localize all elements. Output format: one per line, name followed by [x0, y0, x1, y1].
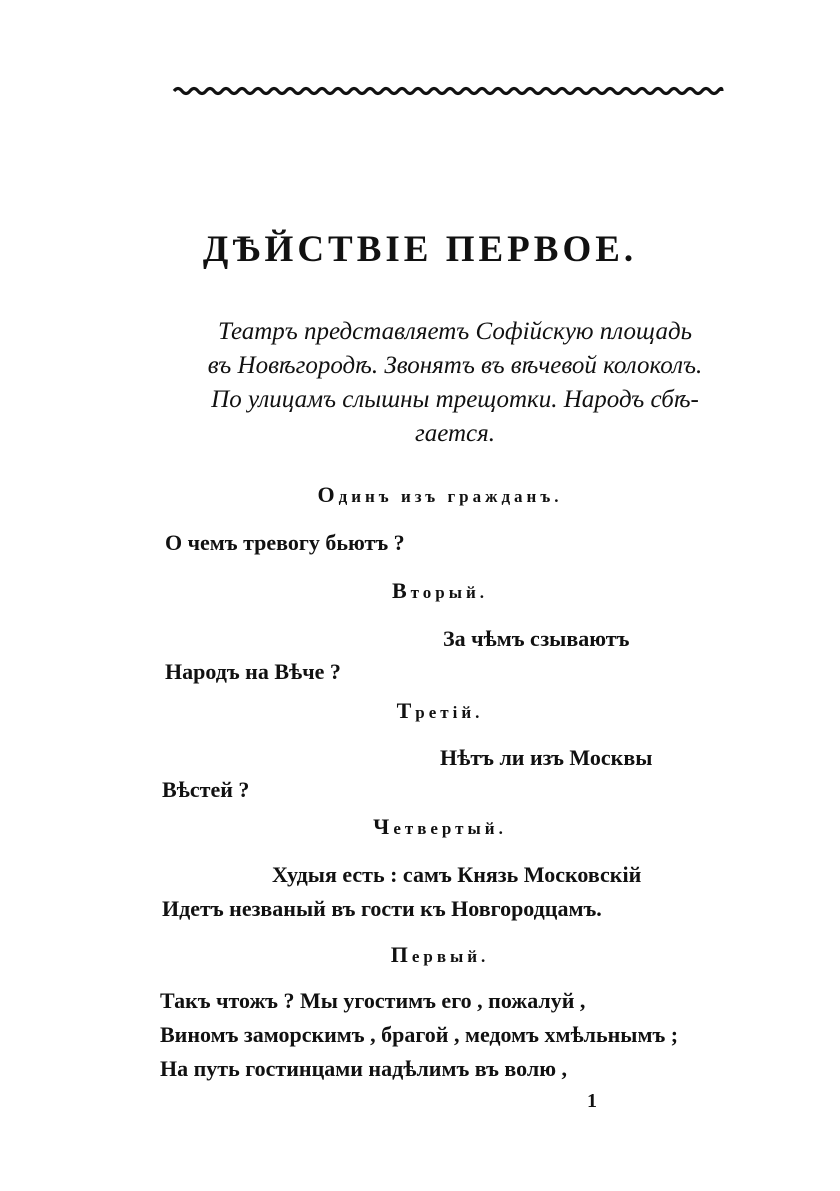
speaker-heading [0, 942, 840, 968]
stage-direction-line: въ Новѣгородѣ. Звонятъ въ вѣчевой колоколъ. [207, 352, 703, 379]
verse-line: О чемъ тревогу бьютъ ? [165, 530, 405, 555]
verse-line: Народъ на Вѣче ? [165, 659, 341, 684]
speaker-initial: В [391, 578, 411, 603]
verse-line: Идетъ незваный въ гости къ Новгородцамъ. [162, 896, 602, 921]
verse-line: Нѣтъ ли изъ Москвы [440, 745, 653, 770]
stage-direction [150, 315, 760, 451]
verse-line: Худыя есть : самъ Князь Московскій [272, 862, 642, 887]
speaker-heading [0, 578, 840, 604]
verse-line: Такъ чтожъ ? Мы угостимъ его , пожалуй , [160, 988, 586, 1013]
speaker-name: ервый. [411, 947, 490, 966]
wavy-rule-ornament-icon [172, 84, 724, 98]
verse-line: На путь гостинцами надѣлимъ въ волю , [160, 1056, 568, 1081]
speaker-heading [0, 814, 840, 840]
page-number: 1 [587, 1090, 597, 1112]
stage-direction-line: По улицамъ слышны трещотки. Народъ сбѣ- [211, 386, 699, 413]
verse-line: Виномъ заморскимъ , брагой , медомъ хмѣльнымъ ; [160, 1022, 679, 1047]
speaker-name: торый. [410, 583, 489, 602]
speaker-name: динъ изъ гражданъ. [338, 487, 563, 506]
speaker-initial: Ч [373, 814, 394, 839]
stage-direction-line: Театръ представляетъ Софійскую площадь [217, 318, 693, 345]
verse-line: За чѣмъ сзываютъ [443, 626, 630, 651]
act-title: ДѢЙСТВІЕ ПЕРВОЕ. [202, 229, 638, 270]
speaker-heading [0, 482, 840, 508]
speaker-initial: О [317, 482, 339, 507]
speaker-initial: Т [396, 698, 416, 723]
speaker-initial: П [390, 942, 412, 967]
stage-direction-line: гается. [414, 420, 496, 447]
speaker-heading [0, 698, 840, 724]
verse-line: Вѣстей ? [162, 777, 250, 802]
speaker-name: ретій. [415, 703, 484, 722]
speaker-name: етвертый. [393, 819, 507, 838]
